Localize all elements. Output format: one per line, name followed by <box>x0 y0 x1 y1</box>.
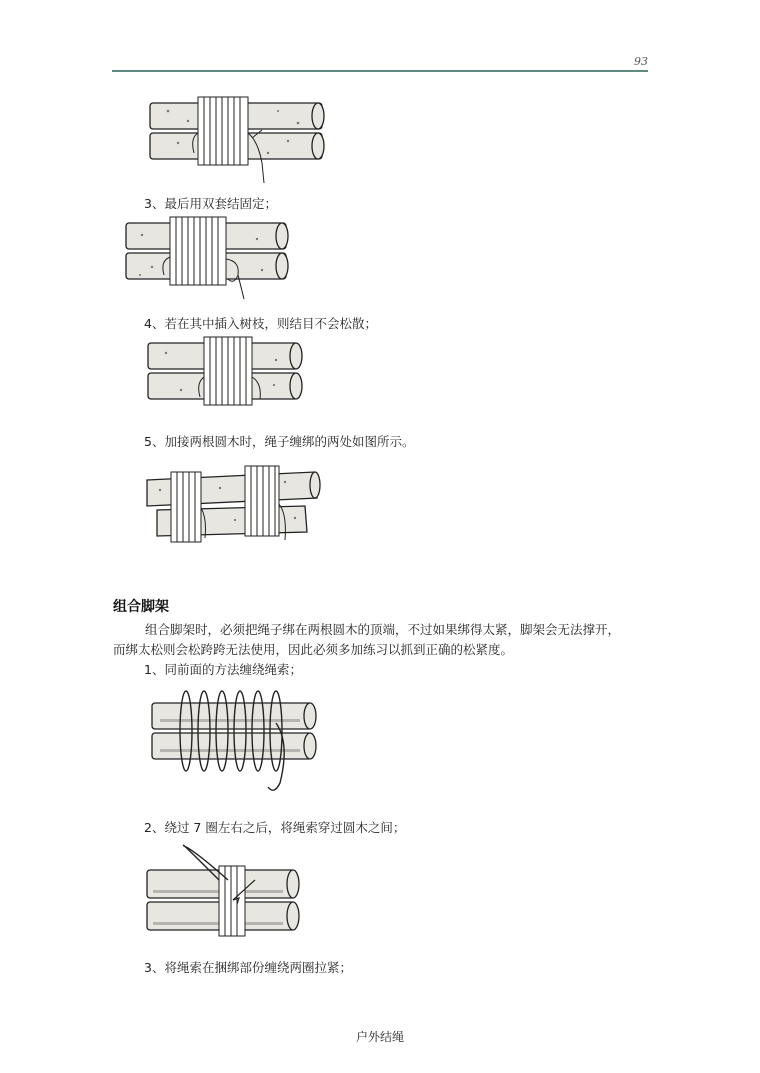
paragraph-line-2: 而绑太松则会松跨跨无法使用，因此必须多加练习以抓到正确的松紧度。 <box>113 642 514 657</box>
caption-section-step2: 2、绕过 7 圈左右之后，将绳索穿过圆木之间； <box>144 820 406 835</box>
footer-title: 户外结绳 <box>355 1030 404 1044</box>
figure-lashing-wrapped <box>148 93 328 188</box>
page-number: 93 <box>634 55 648 68</box>
caption-step5-two-logs: 5、加接两根圆木时，绳子缠绑的两处如图所示。 <box>144 434 415 449</box>
section-title: 组合脚架 <box>113 599 169 615</box>
caption-section-step3: 3、将绳索在捆绑部份缠绕两圈拉紧； <box>144 960 352 975</box>
header-rule <box>112 70 648 72</box>
caption-step3-double-half-hitch: 3、最后用双套结固定； <box>144 196 277 211</box>
figure-insert-branch <box>146 335 316 425</box>
figure-double-half-hitch <box>122 215 292 307</box>
caption-step4-insert-branch: 4、若在其中插入树枝，则结目不会松散； <box>144 316 377 331</box>
figure-coiling-rope <box>150 683 325 801</box>
figure-two-logs-lashing <box>145 460 325 555</box>
caption-section-step1: 1、同前面的方法缠绕绳索； <box>144 662 302 677</box>
paragraph-line-1: 组合脚架时，必须把绳子绑在两根圆木的顶端，不过如果绑得太紧，脚架会无法撑开， <box>145 622 621 637</box>
figure-rope-through-logs <box>145 840 315 950</box>
